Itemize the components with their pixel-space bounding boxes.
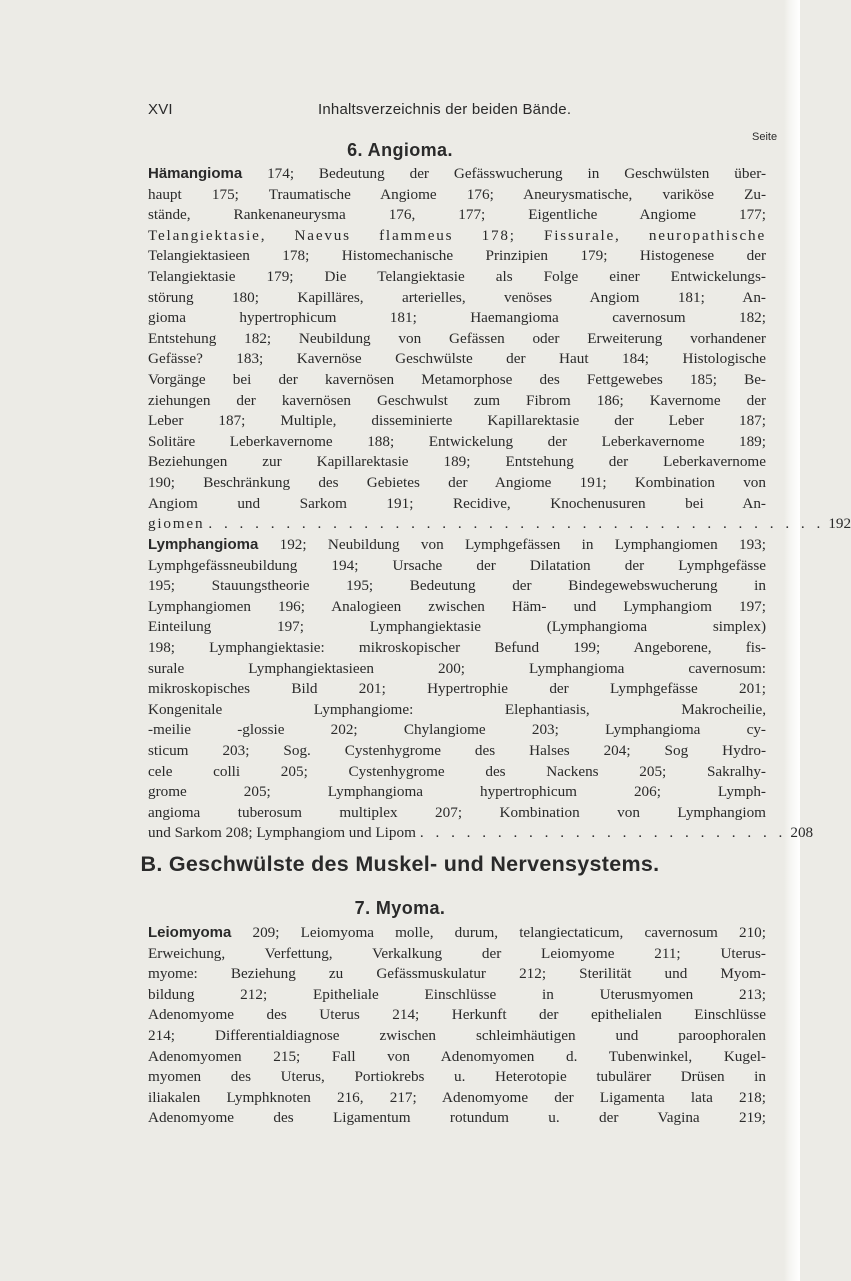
part-title-b: B. Geschwülste des Muskel- und Nervensystems.	[140, 852, 660, 876]
seite-label: Seite	[752, 131, 778, 143]
entry-line: Entstehung 182; Neubildung von Gefässen oder Erweiterung vorhandener	[148, 329, 766, 347]
entry-leiomyoma	[148, 923, 766, 1129]
entry-line: stände, Rankenaneurysma 176, 177; Eigentliche Angiome 177;	[148, 206, 766, 224]
entry-lymphangioma	[148, 535, 814, 844]
entry-last-line	[148, 823, 814, 844]
entry-line: Kongenitale Lymphangiome: Elephantiasis, Makrocheilie,	[148, 700, 766, 718]
entry-line: cele colli 205; Cystenhygrome des Nackens 205; Sakralhy-	[148, 762, 766, 780]
entry-line: Adenomyome des Uterus 214; Herkunft der epithelialen Einschlüsse	[148, 1006, 766, 1024]
entry-lead: Hämangioma	[148, 165, 243, 182]
entry-line: Vorgänge bei der kavernösen Metamorphose des Fettgewebes 185; Be-	[148, 370, 766, 388]
section-title-angioma: 6. Angioma.	[347, 140, 453, 160]
entry-page-number: 208	[790, 824, 814, 842]
entry-line: haupt 175; Traumatische Angiome 176; Aneurysmatische, variköse Zu-	[148, 185, 766, 203]
entry-line: ziehungen der kavernösen Geschwulst zum Fibrom 186; Kavernome der	[148, 391, 766, 409]
entry-line: Hämangioma 174; Bedeutung der Gefässwucherung in Geschwülsten über-	[148, 165, 766, 182]
entry-line: surale Lymphangiektasieen 200; Lymphangioma cavernosum:	[148, 659, 766, 677]
entry-line: Telangiektasie, Naevus flammeus 178; Fissurale, neuropathische	[148, 226, 766, 244]
entry-line: Beziehungen zur Kapillarektasie 189; Entstehung der Leberkavernome	[148, 453, 766, 471]
entry-line: Adenomyomen 215; Fall von Adenomyomen d. Tubenwinkel, Kugel-	[148, 1047, 766, 1065]
entry-line: störung 180; Kapilläres, arterielles, venöses Angiom 181; An-	[148, 288, 766, 306]
entry-page-number: 192	[828, 515, 851, 533]
entry-line: sticum 203; Sog. Cystenhygrome des Halses 204; Sog Hydro-	[148, 741, 766, 759]
entry-lead: Lymphangioma	[148, 536, 259, 553]
entry-line: 198; Lymphangiektasie: mikroskopischer Befund 199; Angeborene, fis-	[148, 638, 766, 656]
entry-line: Adenomyome des Ligamentum rotundum u. der Vagina 219;	[148, 1109, 766, 1127]
entry-line: Telangiektasieen 178; Histomechanische Prinzipien 179; Histogenese der	[148, 247, 766, 265]
entry-line: Telangiektasie 179; Die Telangiektasie als Folge einer Entwickelungs-	[148, 267, 766, 285]
entry-line: Lymphangiomen 196; Analogieen zwischen Häm- und Lymphangiom 197;	[148, 597, 766, 615]
entry-line: Angiom und Sarkom 191; Recidive, Knochenusuren bei An-	[148, 494, 766, 512]
page-number: XVI	[148, 101, 173, 118]
entry-line: Gefässe? 183; Kavernöse Geschwülste der Haut 184; Histologische	[148, 350, 766, 368]
entry-last-line	[148, 514, 851, 535]
entry-line: Erweichung, Verfettung, Verkalkung der Leiomyome 211; Uterus-	[148, 944, 766, 962]
section-title-myoma: 7. Myoma.	[354, 898, 446, 918]
entry-line: Leber 187; Multiple, disseminierte Kapillarektasie der Leber 187;	[148, 412, 766, 430]
entry-line: Einteilung 197; Lymphangiektasie (Lymphangioma simplex)	[148, 618, 766, 636]
entry-last-text: giomen	[148, 515, 205, 533]
leader-dots: . . . . . . . . . . . . . . . . . . . . . . . .	[419, 824, 787, 842]
entry-line: gioma hypertrophicum 181; Haemangioma cavernosum 182;	[148, 309, 766, 327]
entry-last-text: und Sarkom 208; Lymphangiom und Lipom	[148, 824, 416, 842]
entry-line: Leiomyoma 209; Leiomyoma molle, durum, telangiectaticum, cavernosum 210;	[148, 924, 766, 941]
entry-line: angioma tuberosum multiplex 207; Kombination von Lymphangiom	[148, 803, 766, 821]
entry-line: myome: Beziehung zu Gefässmuskulatur 212; Sterilität und Myom-	[148, 965, 766, 983]
entry-line: 214; Differentialdiagnose zwischen schleimhäutigen und paroophoralen	[148, 1026, 766, 1044]
entry-line: Lymphgefässneubildung 194; Ursache der Dilatation der Lymphgefässe	[148, 556, 766, 574]
entry-line: bildung 212; Epitheliale Einschlüsse in Uterusmyomen 213;	[148, 985, 766, 1003]
entry-haemangioma	[148, 164, 851, 535]
entry-line: mikroskopisches Bild 201; Hypertrophie der Lymphgefässe 201;	[148, 680, 766, 698]
leader-dots: . . . . . . . . . . . . . . . . . . . . . . . . . . . . . . . . . . . . . . . .	[208, 515, 825, 533]
entry-line: iliakalen Lymphknoten 216, 217; Adenomyome der Ligamenta lata 218;	[148, 1088, 766, 1106]
entry-line: -meilie -glossie 202; Chylangiome 203; Lymphangioma cy-	[148, 721, 766, 739]
entry-line: 190; Beschränkung des Gebietes der Angiome 191; Kombination von	[148, 473, 766, 491]
running-title: Inhaltsverzeichnis der beiden Bände.	[318, 101, 572, 118]
entry-line: Lymphangioma 192; Neubildung von Lymphgefässen in Lymphangiomen 193;	[148, 536, 766, 553]
entry-line: myomen des Uterus, Portiokrebs u. Heterotopie tubulärer Drüsen in	[148, 1068, 766, 1086]
entry-line: Solitäre Leberkavernome 188; Entwickelung der Leberkavernome 189;	[148, 432, 766, 450]
entry-line: grome 205; Lymphangioma hypertrophicum 206; Lymph-	[148, 783, 766, 801]
entry-lead: Leiomyoma	[148, 924, 232, 941]
entry-line: 195; Stauungstheorie 195; Bedeutung der Bindegewebswucherung in	[148, 577, 766, 595]
